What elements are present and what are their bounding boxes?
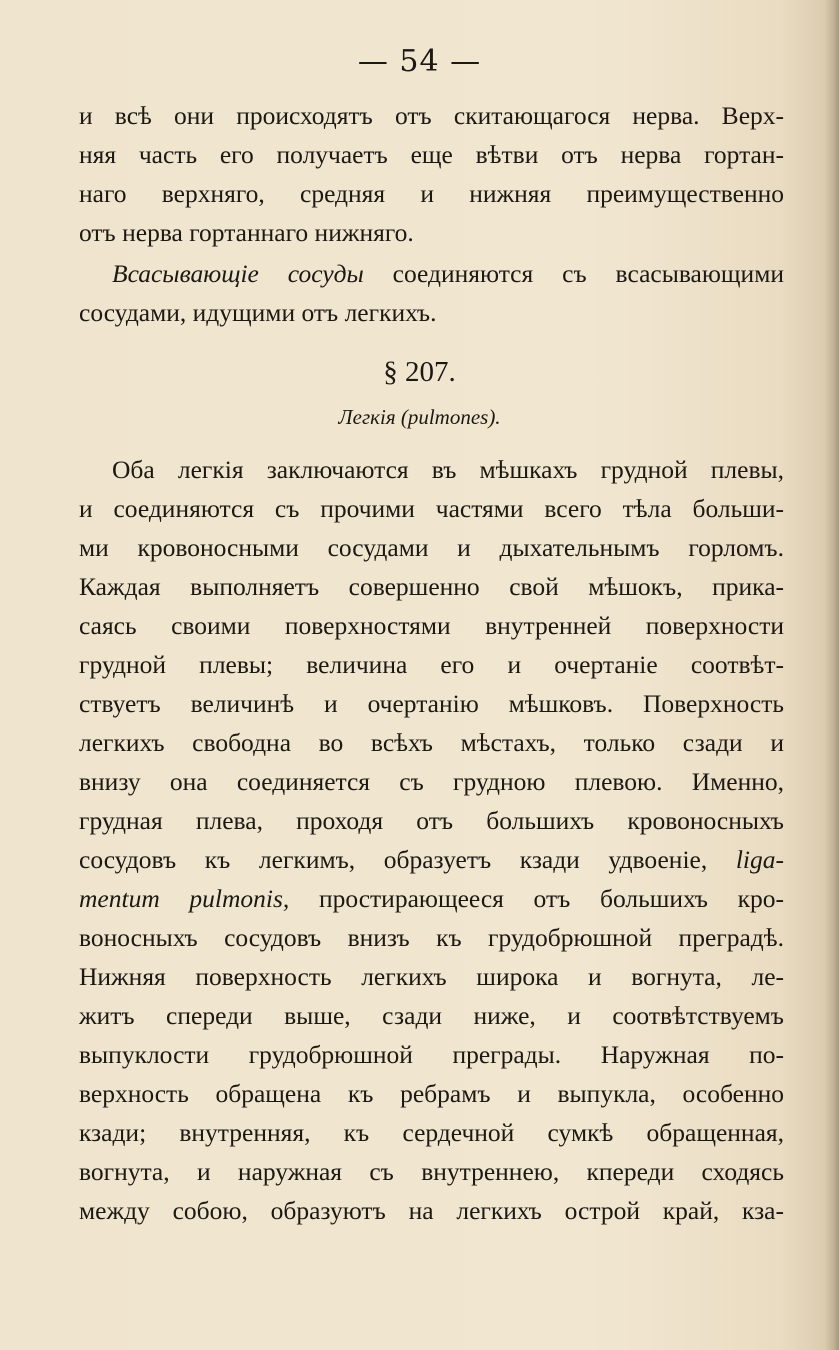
text-line: грудной плевы; величина его и очертаніе соотвѣт- bbox=[79, 650, 784, 679]
text-line: внизу она соединяется съ грудною плевою. Именно, bbox=[79, 767, 784, 796]
text-line: вогнута, и наружная съ внутреннею, кпереди сходясь bbox=[79, 1157, 784, 1186]
paragraph-nerves bbox=[79, 96, 784, 252]
text-line: Нижняя поверхность легкихъ широка и вогнута, ле- bbox=[79, 962, 784, 991]
text-line: ми кровоносными сосудами и дыхательнымъ горломъ. bbox=[79, 533, 784, 562]
text-line: саясь своими поверхностями внутренней поверхности bbox=[79, 611, 784, 640]
text-line: сосудами, идущими отъ легкихъ. bbox=[79, 298, 437, 327]
text-line: отъ нерва гортаннаго нижняго. bbox=[79, 218, 414, 247]
text-line: выпуклости грудобрюшной преграды. Наружная по- bbox=[79, 1040, 784, 1069]
paragraph-lymph-vessels bbox=[79, 254, 784, 332]
term-absorbing-vessels: Всасывающіе сосуды bbox=[112, 259, 364, 288]
text-line: грудная плева, проходя отъ большихъ кровоносныхъ bbox=[79, 806, 784, 835]
page-number: — 54 — bbox=[357, 44, 482, 79]
section-title: Легкія (pulmones). bbox=[338, 405, 501, 429]
text-line bbox=[79, 254, 784, 293]
text-line: воносныхъ сосудовъ внизъ къ грудобрюшной преградѣ. bbox=[79, 923, 784, 952]
text-line: ствуетъ величинѣ и очертанію мѣшковъ. Поверхность bbox=[79, 689, 784, 718]
latin-term: mentum pulmonis, bbox=[79, 884, 290, 913]
text-line: няя часть его получаетъ еще вѣтви отъ нерва гортан- bbox=[79, 140, 784, 169]
text-line: житъ спереди выше, сзади ниже, и соотвѣтствуемъ bbox=[79, 1001, 784, 1030]
text-fragment: простирающееся отъ большихъ кро- bbox=[289, 884, 784, 913]
text-fragment: соединяются съ всасывающими bbox=[363, 259, 784, 288]
text-line: верхность обращена къ ребрамъ и выпукла, особенно bbox=[79, 1079, 784, 1108]
page-edge-shadow bbox=[825, 0, 839, 1350]
text-line: легкихъ свободна во всѣхъ мѣстахъ, только сзади и bbox=[79, 728, 784, 757]
text-line: Каждая выполняетъ совершенно свой мѣшокъ, прика- bbox=[79, 572, 784, 601]
section-number: § 207. bbox=[383, 356, 456, 388]
text-line bbox=[79, 840, 784, 879]
latin-term: liga- bbox=[735, 845, 784, 874]
text-fragment: сосудовъ къ легкимъ, образуетъ кзади удвоеніе, bbox=[79, 845, 736, 874]
text-line bbox=[79, 879, 784, 918]
text-line: наго верхняго, средняя и нижняя преимущественно bbox=[79, 179, 784, 208]
text-line: кзади; внутренняя, къ сердечной сумкѣ обращенная, bbox=[79, 1118, 784, 1147]
text-line: Оба легкія заключаются въ мѣшкахъ грудной плевы, bbox=[112, 455, 784, 484]
text-line: между собою, образуютъ на легкихъ острой край, кза- bbox=[79, 1196, 784, 1225]
paragraph-lungs bbox=[79, 450, 784, 1230]
text-line: и соединяются съ прочими частями всего тѣла больши- bbox=[79, 494, 784, 523]
text-line: и всѣ они происходятъ отъ скитающагося нерва. Верх- bbox=[79, 101, 784, 130]
